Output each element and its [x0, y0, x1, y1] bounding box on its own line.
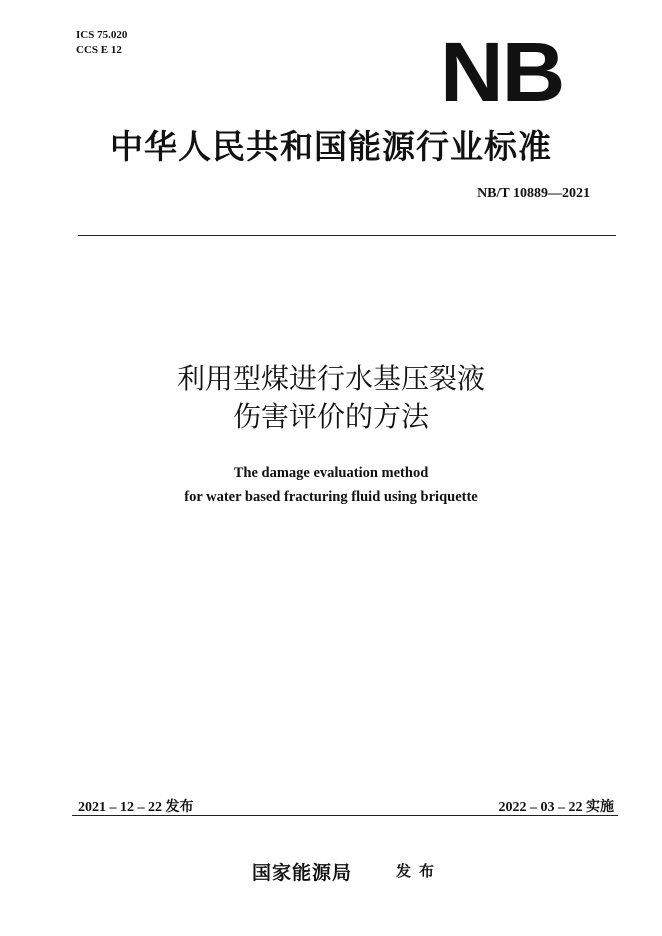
- english-title-line-2: for water based fracturing fluid using briquette: [184, 489, 478, 505]
- publisher-name: 国家能源局: [252, 862, 353, 884]
- nb-logo: NB: [440, 25, 564, 119]
- issue-date: 2021 – 12 – 22 发布: [78, 800, 194, 815]
- implement-date: 2022 – 03 – 22 实施: [498, 800, 614, 815]
- standard-number: NB/T 10889—2021: [477, 186, 590, 201]
- english-title-line-1: The damage evaluation method: [233, 465, 429, 481]
- ccs-code: CCS E 12: [76, 44, 122, 56]
- chinese-title-line-1: 利用型煤进行水基压裂液: [176, 362, 485, 395]
- chinese-title: [0, 360, 662, 436]
- classification-codes: [76, 28, 127, 58]
- standard-title: 中华人民共和国能源行业标准: [110, 127, 552, 166]
- english-title: [0, 461, 662, 509]
- bottom-divider: [72, 815, 618, 816]
- chinese-title-line-2: 伤害评价的方法: [232, 400, 429, 433]
- top-divider: [78, 235, 616, 236]
- ics-code: ICS 75.020: [76, 29, 128, 41]
- publish-label: 发布: [396, 862, 443, 880]
